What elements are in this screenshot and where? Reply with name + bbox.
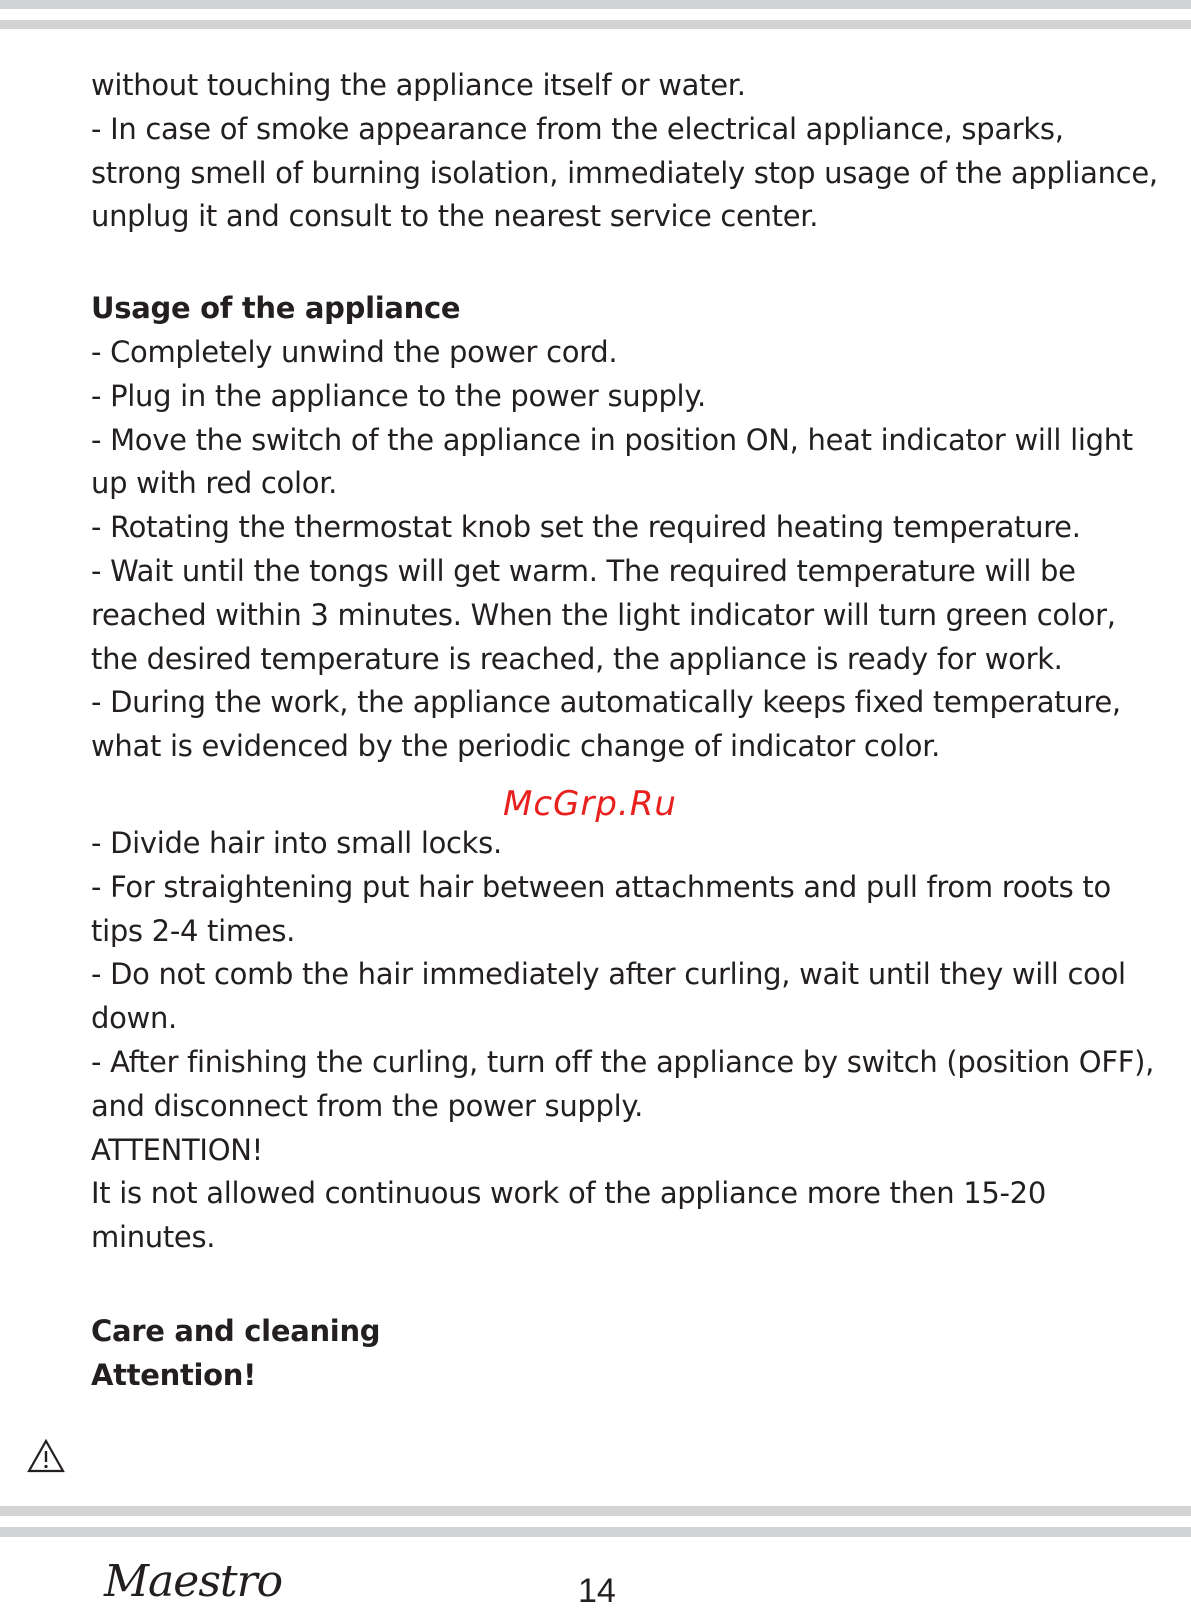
usage-item-5: - Wait until the tongs will get warm. The required temperature will be reached within 3 minutes. When the light indicator will turn green color, the desired temperature is reached, the appliance is ready for work. [91, 553, 1116, 676]
paragraph-intro-2: - In case of smoke appearance from the electrical appliance, sparks, strong smell of burning isolation, immediately stop usage of the appliance, unplug it and consult to the nearest service center. [91, 111, 1158, 234]
attention-text: It is not allowed continuous work of the appliance more then 15-20 minutes. [91, 1176, 1046, 1255]
care-attention: Attention! [91, 1357, 257, 1392]
brand-logo: Maestro [104, 1556, 283, 1607]
hair-item-2: - For straightening put hair between attachments and pull from roots to tips 2-4 times. [91, 869, 1111, 948]
header-rule-bottom [0, 20, 1191, 29]
header-rule-top [0, 0, 1191, 9]
attention-label: ATTENTION! [91, 1132, 263, 1167]
usage-item-4: - Rotating the thermostat knob set the required heating temperature. [91, 510, 1081, 545]
footer-rule-bottom [0, 1527, 1191, 1537]
watermark: McGrp.Ru [503, 784, 677, 824]
care-heading: Care and cleaning [91, 1313, 381, 1348]
hair-item-1: - Divide hair into small locks. [91, 825, 502, 860]
paragraph-intro-1: without touching the appliance itself or water. [91, 68, 746, 102]
page-content [91, 64, 1161, 1398]
spacer [91, 239, 1161, 287]
spacer [91, 1260, 1161, 1310]
usage-heading: Usage of the appliance [91, 291, 461, 326]
hair-item-4: - After finishing the curling, turn off the appliance by switch (position OFF), and disconnect from the power supply. [91, 1044, 1155, 1123]
hair-item-3: - Do not comb the hair immediately after curling, wait until they will cool down. [91, 957, 1126, 1036]
page-number: 14 [578, 1572, 616, 1610]
usage-item-3: - Move the switch of the appliance in position ON, heat indicator will light up with red color. [91, 422, 1133, 501]
warning-triangle-icon [26, 1438, 66, 1474]
usage-item-1: - Completely unwind the power cord. [91, 334, 618, 369]
usage-item-6: - During the work, the appliance automatically keeps fixed temperature, what is evidenced by the periodic change of indicator color. [91, 685, 1121, 764]
usage-item-2: - Plug in the appliance to the power supply. [91, 378, 706, 413]
footer-rule-top [0, 1506, 1191, 1516]
